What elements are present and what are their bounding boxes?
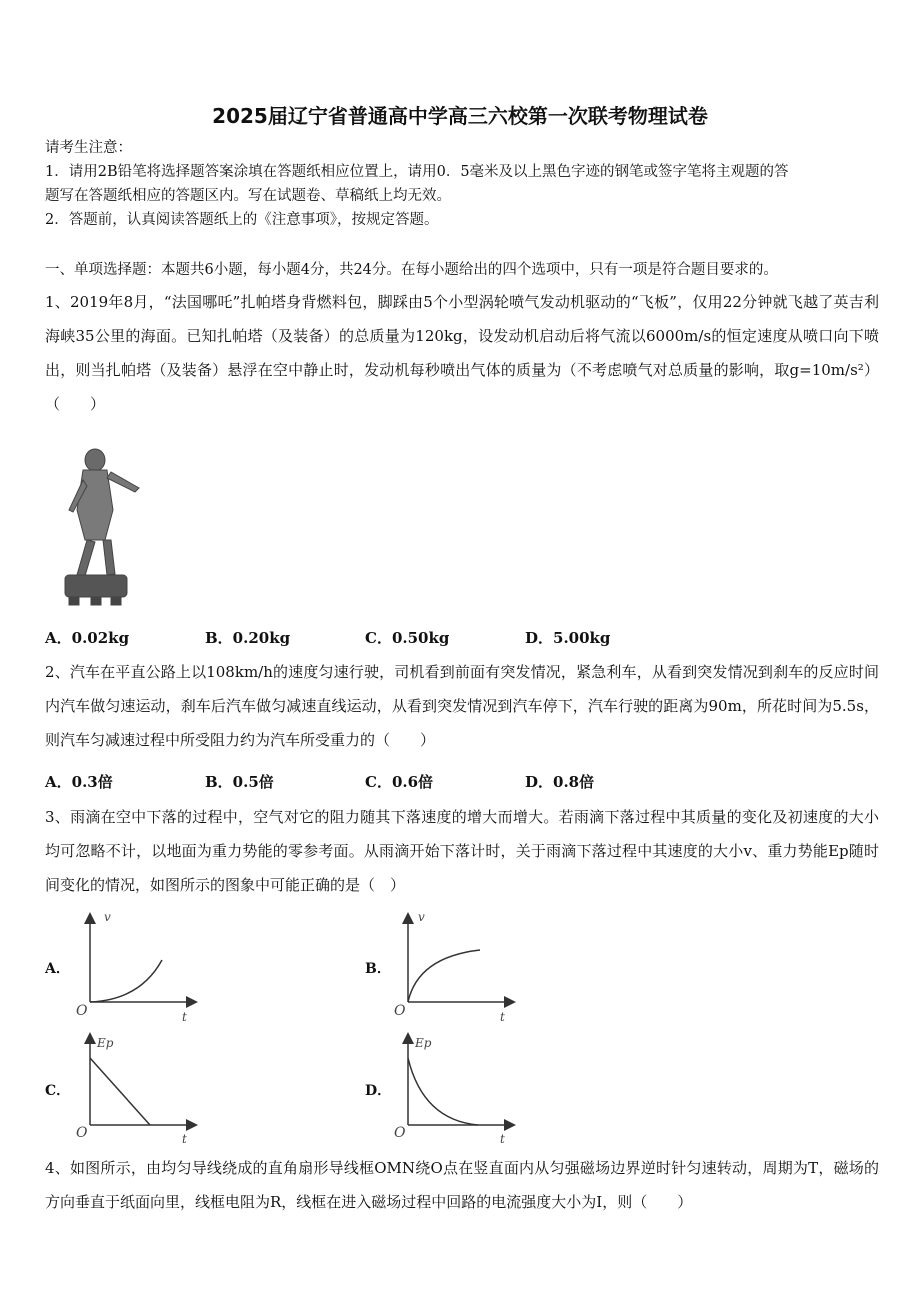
axis-v-label: v: [104, 910, 111, 924]
notice-line-1b: 题写在答题纸相应的答题区内。写在试题卷、草稿纸上均无效。: [45, 188, 451, 204]
q2-option-d: D．0.8倍: [525, 773, 595, 791]
origin-label: O: [394, 1003, 406, 1019]
graph-c: [70, 1025, 200, 1145]
axis-ep-label: Ep: [415, 1036, 432, 1050]
q3-label-d: D．: [365, 1083, 392, 1099]
axis-t-label: t: [500, 1132, 505, 1145]
flyboard-figure: [55, 440, 150, 610]
q1-option-c: C．0.50kg: [365, 629, 450, 647]
q3-label-c: C．: [45, 1083, 71, 1099]
q1-option-d: D．5.00kg: [525, 629, 611, 647]
section-heading: 一、单项选择题：本题共6小题，每小题4分，共24分。在每小题给出的四个选项中，只有一项是符合题目要求的。: [45, 262, 778, 278]
q1-option-b: B．0.20kg: [205, 629, 291, 647]
q2-option-b: B．0.5倍: [205, 773, 274, 791]
origin-label: O: [76, 1003, 88, 1019]
curve-d: [408, 1058, 478, 1125]
q1-option-a: A．0.02kg: [45, 629, 130, 647]
axis-t-label: t: [182, 1132, 187, 1145]
question-2-text: 2、汽车在平直公路上以108km/h的速度匀速行驶，司机看到前面有突发情况，紧急利车，从看到突发情况到刹车的反应时间内汽车做匀速运动，刹车后汽车做匀减速直线运动，从看到突发情况到汽车停下，汽车行驶的距离为90m，所花时间为5.5s，则汽车匀减速过程中所受阻力约为汽车所受重力的（ ）: [45, 663, 879, 749]
axis-t-label: t: [182, 1010, 187, 1024]
graph-d: [388, 1025, 518, 1145]
curve-b: [408, 950, 480, 1002]
figure-head: [85, 449, 105, 471]
origin-label: O: [394, 1125, 406, 1141]
axis-ep-label: Ep: [97, 1036, 114, 1050]
notice-line-1a: 1．请用2B铅笔将选择题答案涂填在答题纸相应位置上，请用0．5毫米及以上黑色字迹的钢笔或签字笔将主观题的答: [45, 164, 789, 180]
curve-a: [90, 960, 162, 1002]
graph-a: [70, 905, 200, 1025]
notice-line-2: 2．答题前，认真阅读答题纸上的《注意事项》，按规定答题。: [45, 212, 439, 228]
curve-c: [90, 1058, 150, 1125]
q2-option-c: C．0.6倍: [365, 773, 434, 791]
question-4-text: 4、如图所示，由均匀导线绕成的直角扇形导线框OMN绕O点在竖直面内从匀强磁场边界逆时针匀速转动，周期为T，磁场的方向垂直于纸面向里，线框电阻为R，线框在进入磁场过程中回路的电流强度大小为I，则（ ）: [45, 1159, 879, 1211]
q3-label-b: B．: [365, 961, 391, 977]
graph-b: [388, 905, 518, 1025]
question-1-text: 1、2019年8月，“法国哪吒”扎帕塔身背燃料包，脚踩由5个小型涡轮喷气发动机驱动的“飞板”，仅用22分钟就飞越了英吉利海峡35公里的海面。已知扎帕塔（及装备）的总质量为120kg，设发动机启动后将气流以6000m/s的恒定速度从喷口向下喷出，则当扎帕塔（及装备）悬浮在空中静止时，发动机每秒喷出气体的质量为（不考虑喷气对总质量的影响，取g=10m/s²）（ ）: [45, 293, 879, 413]
q3-label-a: A．: [45, 961, 70, 977]
origin-label: O: [76, 1125, 88, 1141]
notice-heading: 请考生注意：: [45, 140, 132, 156]
question-3-text: 3、雨滴在空中下落的过程中，空气对它的阻力随其下落速度的增大而增大。若雨滴下落过程中其质量的变化及初速度的大小均可忽略不计，以地面为重力势能的零参考面。从雨滴开始下落计时，关于雨滴下落过程中其速度的大小v、重力势能Ep随时间变化的情况，如图所示的图象中可能正确的是（ ）: [45, 808, 879, 894]
q2-option-a: A．0.3倍: [45, 773, 113, 791]
axis-t-label: t: [500, 1010, 505, 1024]
axis-v-label: v: [418, 910, 425, 924]
page-title: 2025届辽宁省普通高中学高三六校第一次联考物理试卷: [212, 104, 708, 128]
